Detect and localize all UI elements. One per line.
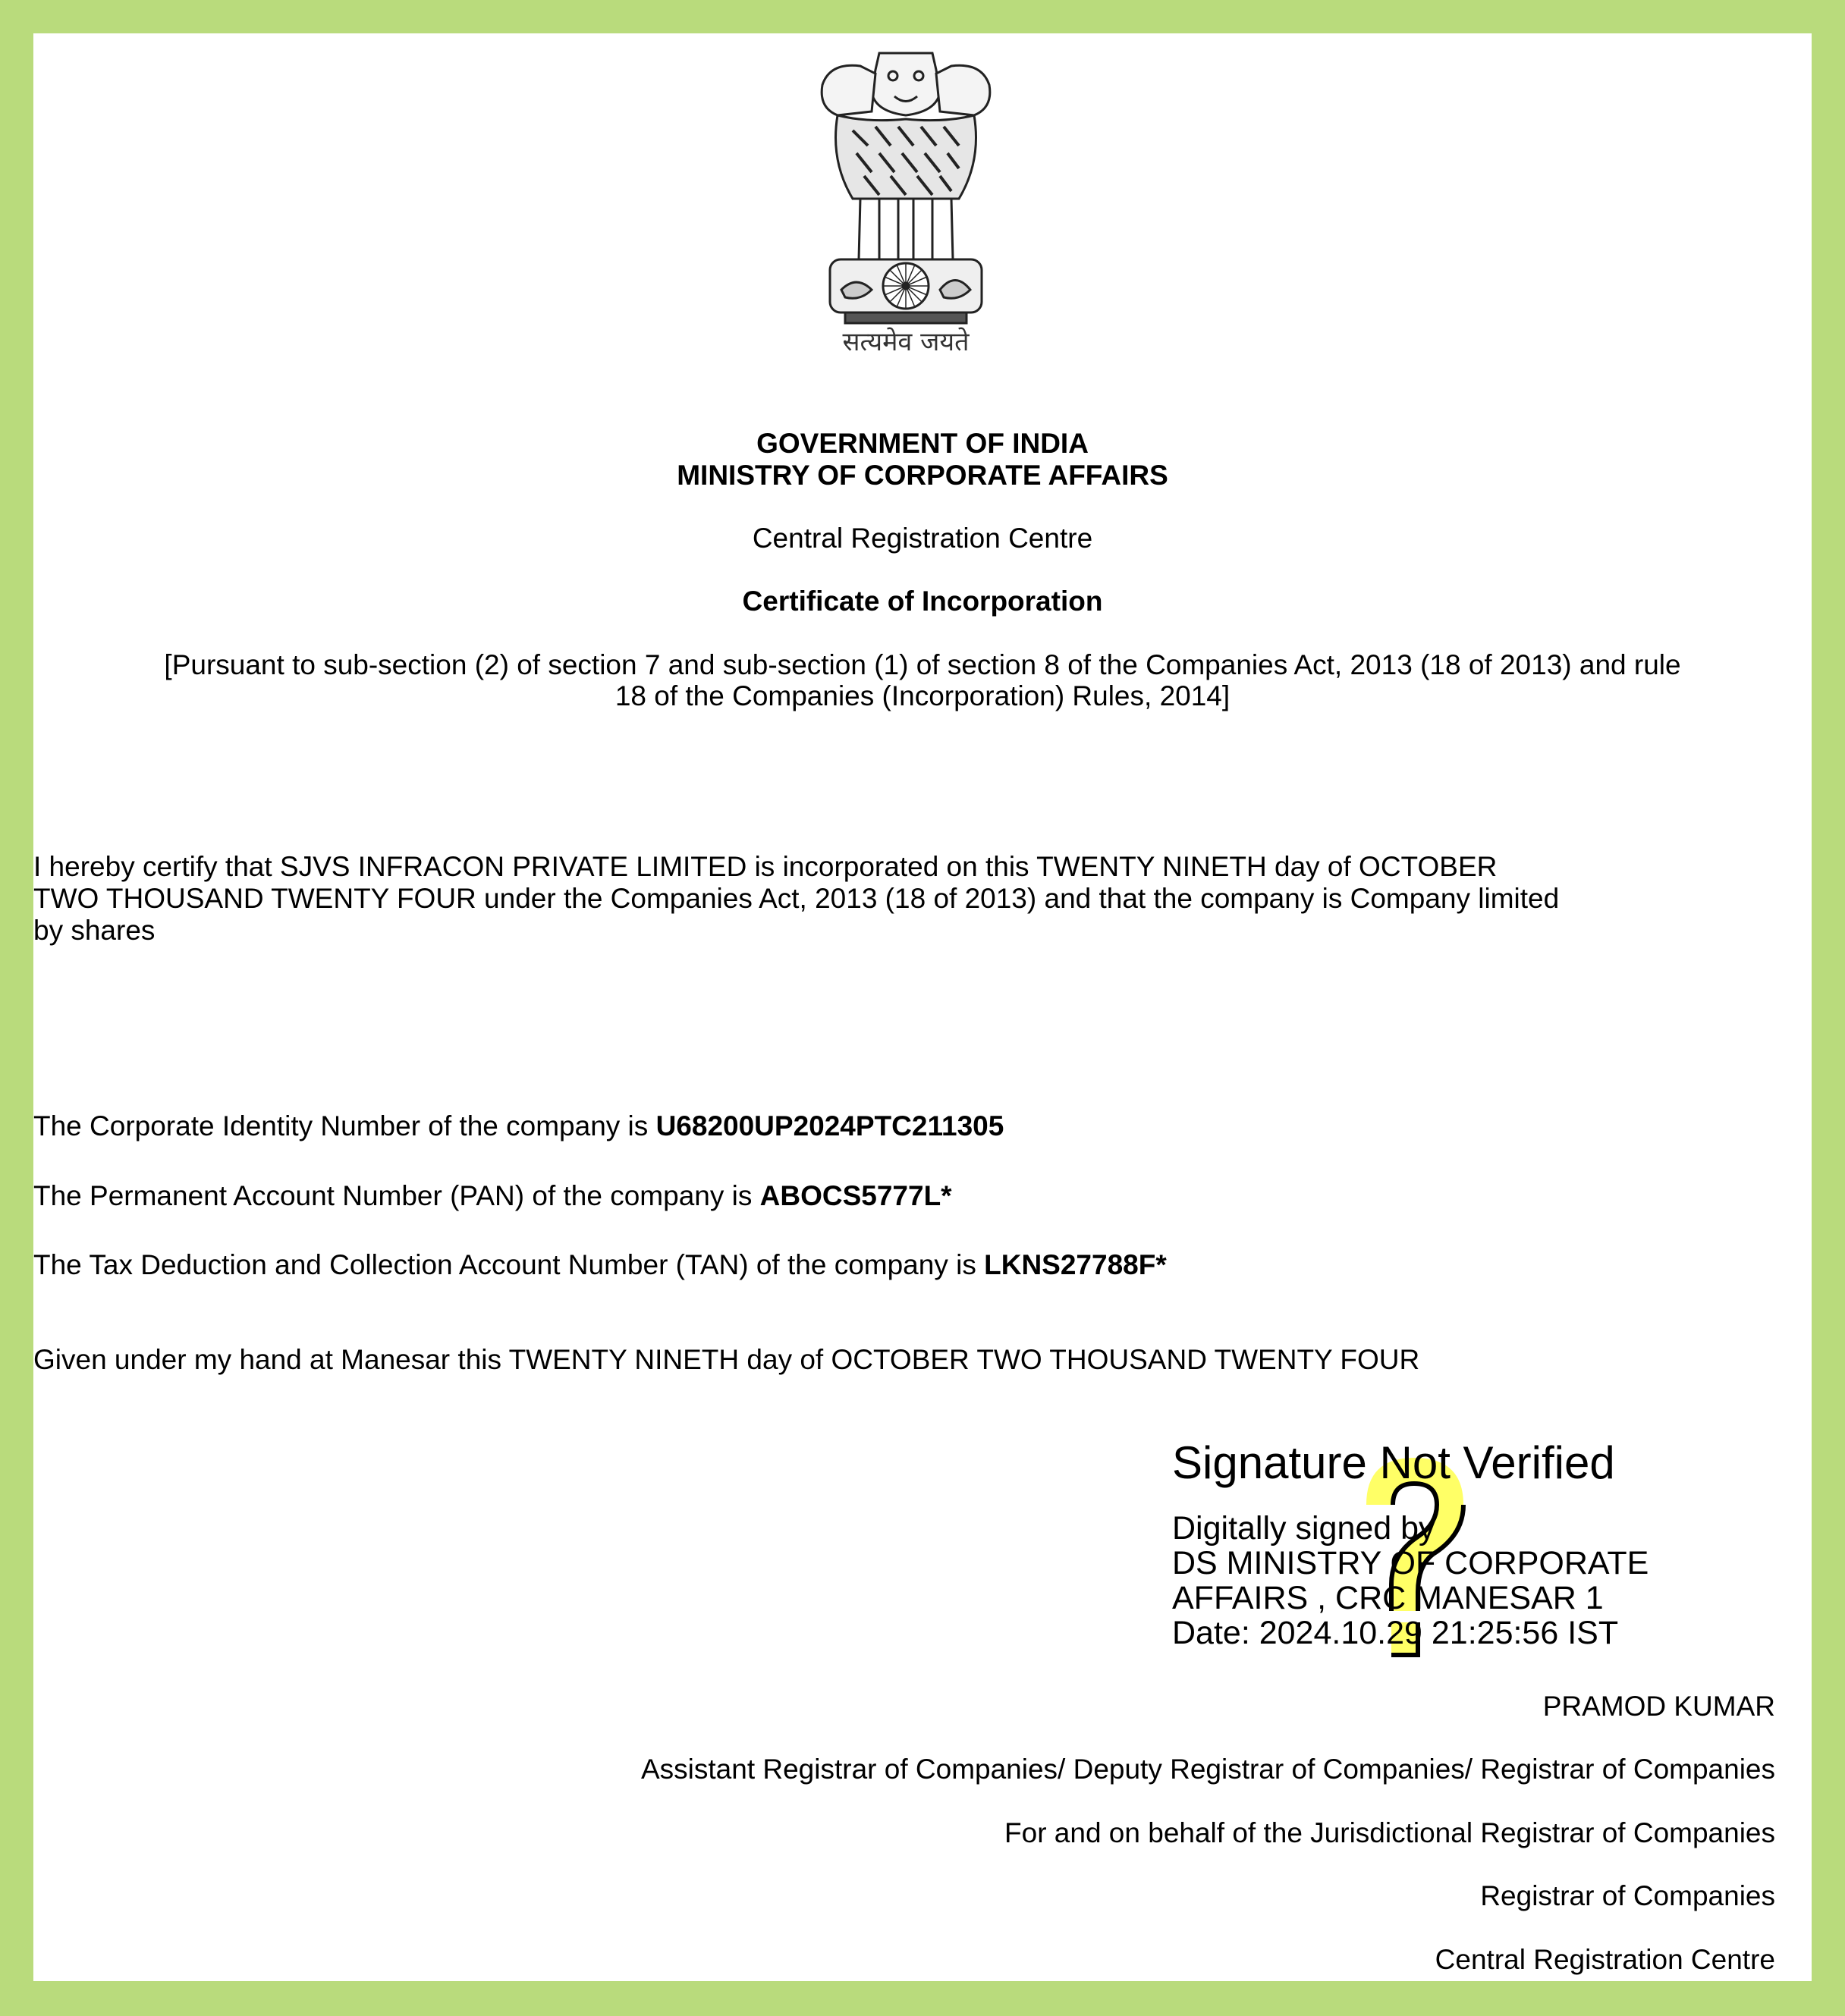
signature-line-2: DS MINISTRY OF CORPORATE bbox=[1172, 1545, 1649, 1581]
cin-label: The Corporate Identity Number of the company is bbox=[33, 1110, 656, 1141]
cin-value: U68200UP2024PTC211305 bbox=[655, 1110, 1004, 1141]
certificate-page bbox=[33, 33, 1812, 1981]
signature-line-1: Digitally signed by bbox=[1172, 1510, 1435, 1547]
pan-statement bbox=[33, 1180, 952, 1212]
signatory-behalf: For and on behalf of the Jurisdictional Registrar of Companies bbox=[1004, 1817, 1775, 1848]
signatory-designation: Assistant Registrar of Companies/ Deputy Registrar of Companies/ Registrar of Companies bbox=[640, 1754, 1775, 1785]
certify-line-3: by shares bbox=[33, 915, 156, 946]
pursuant-line-1: [Pursuant to sub-section (2) of section 7 and sub-section (1) of section 8 of the Companies Act, 2013 (18 of 2013) and rule bbox=[164, 649, 1681, 680]
tan-value: LKNS27788F* bbox=[984, 1249, 1167, 1280]
certify-line-1: I hereby certify that SJVS INFRACON PRIVATE LIMITED is incorporated on this TWENTY NINETH day of OCTOBER bbox=[33, 851, 1498, 882]
cin-statement bbox=[33, 1110, 1004, 1142]
govt-heading: GOVERNMENT OF INDIA bbox=[756, 428, 1089, 459]
given-statement: Given under my hand at Manesar this TWENTY NINETH day of OCTOBER TWO THOUSAND TWENTY FOUR bbox=[33, 1344, 1420, 1375]
certificate-title: Certificate of Incorporation bbox=[742, 586, 1103, 617]
certify-line-2: TWO THOUSAND TWENTY FOUR under the Companies Act, 2013 (18 of 2013) and that the company is Company limited bbox=[33, 883, 1560, 914]
signature-line-3: AFFAIRS , CRC MANESAR 1 bbox=[1172, 1580, 1604, 1616]
registration-centre: Central Registration Centre bbox=[752, 523, 1093, 554]
emblem-motto: सत्यमेव जयते bbox=[842, 327, 970, 357]
national-emblem-icon bbox=[807, 39, 1004, 358]
pan-label: The Permanent Account Number (PAN) of the company is bbox=[33, 1180, 760, 1211]
ministry-heading: MINISTRY OF CORPORATE AFFAIRS bbox=[677, 460, 1168, 491]
tan-label: The Tax Deduction and Collection Account Number (TAN) of the company is bbox=[33, 1249, 985, 1280]
signature-date: Date: 2024.10.29 21:25:56 IST bbox=[1172, 1615, 1619, 1651]
signatory-centre: Central Registration Centre bbox=[1435, 1944, 1775, 1975]
signatory-office: Registrar of Companies bbox=[1480, 1880, 1775, 1911]
pan-value: ABOCS5777L* bbox=[759, 1180, 952, 1211]
pursuant-line-2: 18 of the Companies (Incorporation) Rules, 2014] bbox=[614, 680, 1231, 711]
signature-status: Signature Not Verified bbox=[1172, 1437, 1615, 1488]
tan-statement bbox=[33, 1249, 1167, 1281]
signatory-name: PRAMOD KUMAR bbox=[1542, 1691, 1775, 1722]
